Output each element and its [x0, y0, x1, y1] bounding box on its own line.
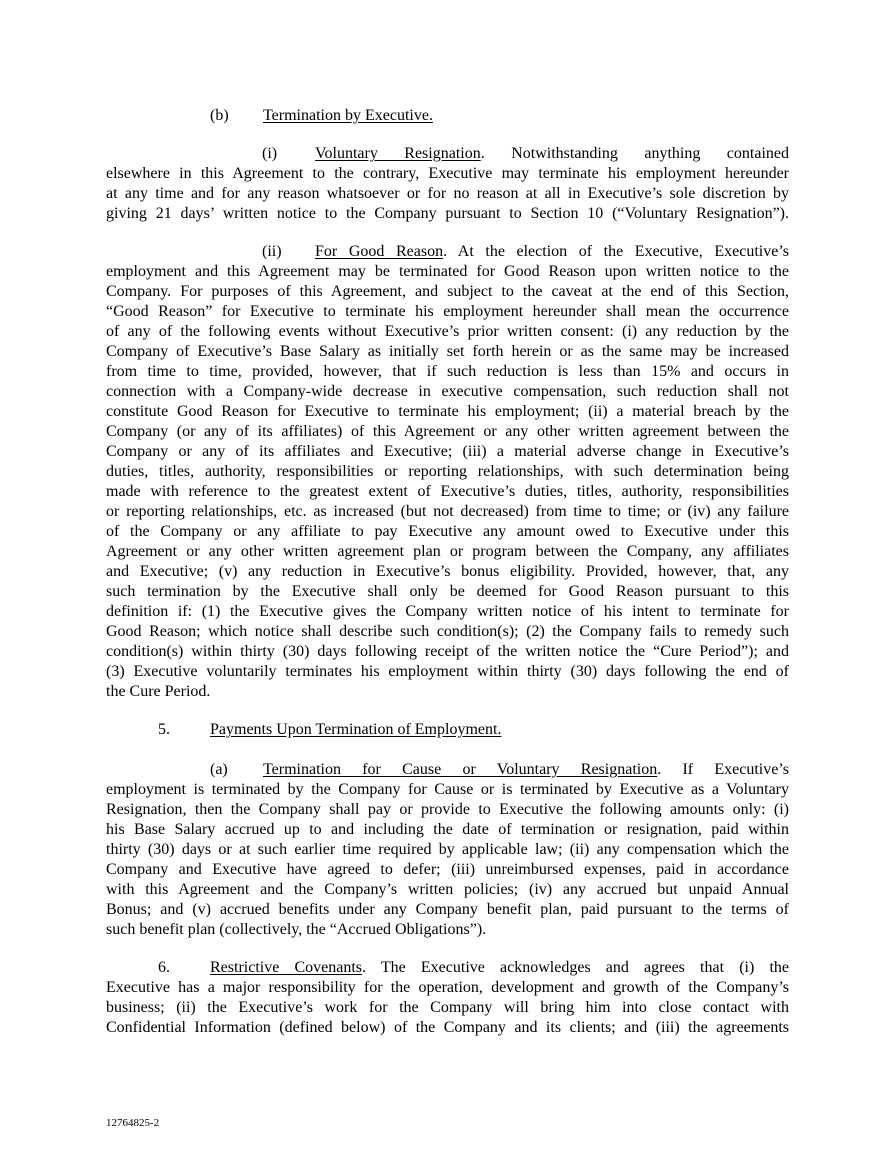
section-4b-ii-number: (ii)	[262, 243, 282, 260]
section-5a-line: Resignation, then the Company shall pay or provide to Executive the following amounts only: (i)	[106, 801, 789, 818]
section-5-number: 5.	[158, 721, 170, 738]
section-6-line: Confidential Information (defined below) of the Company and its clients; and (iii) the agreements	[106, 1019, 789, 1036]
section-4b-ii-line: of the Company or any affiliate to pay Executive any amount owed to Executive under this	[106, 523, 789, 540]
section-4b-ii-heading: For Good Reason	[315, 243, 444, 260]
section-4b-ii-line: Agreement or any other written agreement plan or program between the Company, any affiliates	[106, 543, 789, 560]
section-4b-ii-first: For Good Reason. At the election of the Executive, Executive’s	[315, 243, 789, 260]
section-6-heading: Restrictive Covenants	[210, 959, 363, 976]
section-4b-ii-line-last: the Cure Period.	[106, 683, 211, 700]
section-4b-ii-line: made with reference to the greatest extent of Executive’s duties, titles, authority, responsibilities	[106, 483, 789, 500]
section-5a-line: Company and Executive have agreed to defer; (iii) unreimbursed expenses, paid in accordance	[106, 861, 789, 878]
section-5-heading: Payments Upon Termination of Employment.	[210, 721, 502, 738]
section-6-first: Restrictive Covenants. The Executive acknowledges and agrees that (i) the	[210, 959, 789, 976]
section-4b-number: (b)	[210, 107, 229, 124]
section-4b-i-line-3: at any time and for any reason whatsoever or for no reason at all in Executive’s sole discretion by	[106, 185, 789, 202]
section-6-line: Executive has a major responsibility for the operation, development and growth of the Company’s	[106, 979, 789, 996]
section-6-number: 6.	[158, 959, 170, 976]
section-4b-ii-line: condition(s) within thirty (30) days following receipt of the written notice the “Cure Period”); and	[106, 643, 789, 660]
section-5a-line: thirty (30) days or at such earlier time required by applicable law; (ii) any compensation which the	[106, 841, 789, 858]
section-4b-ii-line: such termination by the Executive shall only be deemed for Good Reason pursuant to this	[106, 583, 789, 600]
section-4b-i-number: (i)	[262, 145, 278, 162]
section-4b-ii-line: Good Reason; which notice shall describe such condition(s); (2) the Company fails to remedy such	[106, 623, 789, 640]
section-4b-ii-line: from time to time, provided, however, that if such reduction is less than 15% and occurs in	[106, 363, 789, 380]
section-5a-line: Bonus; and (v) accrued benefits under any Company benefit plan, paid pursuant to the terms of	[106, 901, 789, 918]
section-4b-ii-line: (3) Executive voluntarily terminates his employment within thirty (30) days following the end of	[106, 663, 789, 680]
section-5a-heading: Termination for Cause or Voluntary Resignation	[263, 761, 658, 778]
section-4b-ii-line: and Executive; (v) any reduction in Executive’s bonus eligibility. Provided, however, that, any	[106, 563, 789, 580]
section-4b-ii-line: Company of Executive’s Base Salary as initially set forth herein or as the same may be increased	[106, 343, 789, 360]
section-4b-ii-line: definition if: (1) the Executive gives the Company written notice of his intent to terminate for	[106, 603, 789, 620]
section-5a-first: Termination for Cause or Voluntary Resignation. If Executive’s	[263, 761, 790, 778]
section-6-line: business; (ii) the Executive’s work for the Company will bring him into close contact with	[106, 999, 789, 1016]
section-5a-line-last: such benefit plan (collectively, the “Accrued Obligations”).	[106, 921, 487, 938]
section-5a-line: employment is terminated by the Company for Cause or is terminated by Executive as a Voluntary	[106, 781, 789, 798]
section-4b-ii-line: employment and this Agreement may be terminated for Good Reason upon written notice to the	[106, 263, 789, 280]
section-4b-ii-line: Company. For purposes of this Agreement, and subject to the caveat at the end of this Section,	[106, 283, 789, 300]
section-4b-ii-line: Company (or any of its affiliates) of this Agreement or any other written agreement between the	[106, 423, 789, 440]
section-4b-ii-line: Company or any of its affiliates and Executive; (iii) a material adverse change in Executive’s	[106, 443, 789, 460]
section-5a-line: his Base Salary accrued up to and including the date of termination or resignation, paid within	[106, 821, 789, 838]
section-4b-i-line-4: giving 21 days’ written notice to the Company pursuant to Section 10 (“Voluntary Resignation”).	[106, 205, 789, 222]
section-4b-heading: Termination by Executive.	[263, 107, 433, 124]
section-4b-ii-line: or reporting relationships, etc. as increased (but not decreased) from time to time; or (iv) any failure	[106, 503, 789, 520]
section-4b-i-heading: Voluntary Resignation	[315, 145, 481, 162]
section-5a-line: with this Agreement and the Company’s written policies; (iv) any accrued but unpaid Annual	[106, 881, 789, 898]
section-4b-ii-line: connection with a Company-wide decrease in executive compensation, such reduction shall not	[106, 383, 789, 400]
section-4b-ii-line: “Good Reason” for Executive to terminate his employment hereunder shall mean the occurrence	[106, 303, 789, 320]
document-footer-id: 12764825-2	[106, 1117, 160, 1129]
section-4b-i-first: Voluntary Resignation. Notwithstanding anything contained	[315, 145, 790, 162]
section-4b-i-line-2: elsewhere in this Agreement to the contrary, Executive may terminate his employment hereunder	[106, 165, 789, 182]
section-5a-number: (a)	[210, 761, 228, 778]
section-4b-ii-line: constitute Good Reason for Executive to terminate his employment; (ii) a material breach by the	[106, 403, 789, 420]
section-4b-ii-line: of any of the following events without Executive’s prior written consent: (i) any reduction by the	[106, 323, 789, 340]
section-4b-ii-line: duties, titles, authority, responsibilities or reporting relationships, with such determination being	[106, 463, 789, 480]
